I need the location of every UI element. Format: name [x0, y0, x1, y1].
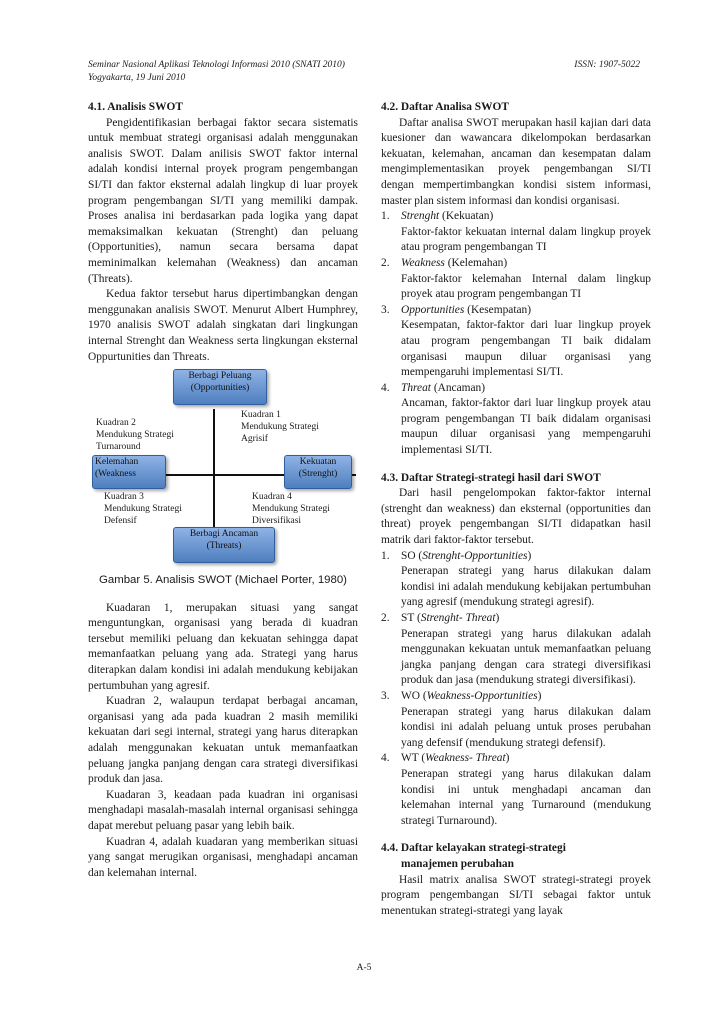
section-heading-4-1: 4.1. Analisis SWOT: [88, 101, 183, 113]
list-item: 2. ST (Strenght- Threat) Penerapan strategi yang harus dilakukan adalah menggunakan kekuatan untuk memanfaatkan peluang jangka panjang dengan cara strategi diversifikasi produk dan jasa (mendukung strategi diversifikasi).: [381, 611, 651, 689]
list-text: Faktor-faktor kekuatan internal dalam lingkup proyek atau program pengembangan TI: [401, 225, 651, 254]
paragraph: Hasil matrix analisa SWOT strategi-strategi proyek program pengembangan SI/TI sebagai faktor untuk menentukan strategi-strategi yang layak: [381, 873, 651, 917]
section-heading-4-2: 4.2. Daftar Analisa SWOT: [381, 101, 509, 113]
quadrant-text: Agrisif: [241, 434, 268, 445]
list-title: (Ancaman): [430, 381, 486, 394]
strategy-list: [381, 549, 651, 830]
list-number: 4.: [381, 381, 390, 394]
strength-box: [284, 455, 352, 489]
quadrant-text: Kuadran 4: [252, 492, 292, 503]
paragraph: Pengidentifikasian berbagai faktor secara sistematis untuk membuat strategi organisasi adalah menggunakan analisis SWOT. Dalam anilisis SWOT faktor internal adalah kondisi internal proyek program pengembangan SI/TI dan faktor eksternal adalah lingkup di luar proyek program pengembangan SI/TI yang memiliki dampak. Proses analisa ini berdasarkan pada logika yang dapat memaksimalkan kekuatan (Strenght) dan peluang (Opportunities), namun secara bersama dapat meminimalkan kelemahan (Weakness) dan ancaman (Threats).: [88, 116, 358, 285]
paragraph: Kuadran 4, adalah kuadaran yang memberikan situasi yang sangat merugikan organisasi, menghadapi ancaman dan kelemahan internal.: [88, 835, 358, 879]
list-text: Kesempatan, faktor-faktor dari luar lingkup proyek atau program pengembangan TI baik didalam organisasi maupun diluar organisasi yang mempengaruhi implementasi SI/TI.: [401, 319, 651, 379]
strategy-code: WT: [401, 752, 419, 765]
strategy-name: Strenght-Opportunities: [422, 549, 528, 562]
quadrant-1-label: [241, 409, 319, 445]
conference-place-date: Yogyakarta, 19 Juni 2010: [88, 73, 186, 83]
quadrant-text: Kuadran 2: [96, 418, 136, 429]
list-item: 3. WO (Weakness-Opportunities) Penerapan strategi yang harus dilakukan dalam kondisi ini adalah peluang untuk proses perubahan yang defensif (mendukung strategi defensif).: [381, 689, 651, 751]
quadrant-text: Turnaround: [96, 442, 141, 453]
quadrant-text: Mendukung Strategi: [96, 430, 174, 441]
list-text: Ancaman, faktor-faktor dari luar lingkup proyek atau program pengembangan TI baik didalam organisasi maupun diluar organisasi yang mempengaruhi implementasi SI/TI.: [401, 397, 651, 457]
box-label: (Threats): [206, 541, 242, 552]
list-text: Faktor-faktor kelemahan Internal dalam lingkup proyek atau program pengembangan TI: [401, 272, 651, 301]
strategy-name: Weakness-Opportunities: [426, 689, 538, 702]
conference-title: Seminar Nasional Aplikasi Teknologi Informasi 2010 (SNATI 2010): [88, 60, 345, 70]
quadrant-4-label: [252, 491, 330, 527]
paragraph: Dari hasil pengelompokan faktor-faktor internal (strenght dan weakness) dan eksternal (opportunities dan threat) proyek pengembangan SI/TI didapatkan hasil matrik dari faktor-faktor tersebut.: [381, 487, 651, 547]
quadrant-text: Kuadran 3: [104, 492, 144, 503]
list-title: Strenght: [401, 210, 440, 223]
box-label: (Opportunities): [190, 383, 250, 394]
paragraph: Daftar analisa SWOT merupakan hasil kajian dari data kuesioner dan wawancara dikelompokan berdasarkan kekuatan, kelemahan, ancaman dan kesempatan dalam mengimplementasikan proyek pengembangan SI/TI dengan mempertimbangkan kondisi sistem informasi, master plan sistem informasi dan kondisi organisasi.: [381, 116, 651, 207]
list-number: 3.: [381, 689, 390, 702]
section-heading-4-3: 4.3. Daftar Strategi-strategi hasil dari SWOT: [381, 471, 601, 484]
quadrant-text: Mendukung Strategi: [241, 422, 319, 433]
list-title: (Kekuatan): [439, 210, 494, 223]
left-column: [88, 100, 358, 881]
quadrant-text: Mendukung Strategi: [104, 504, 182, 515]
heading-line: 4.4. Daftar kelayakan strategi-strategi: [381, 842, 566, 855]
list-text: Penerapan strategi yang harus dilakukan dalam kondisi ini untuk menghadapi ancaman dan kelemahan internal yang Turnaround (mendukung strategi Turnaround).: [401, 767, 651, 827]
list-number: 1.: [381, 210, 390, 223]
box-label: Berbagi Ancaman: [189, 529, 259, 540]
paragraph: Kedua faktor tersebut harus dipertimbangkan dengan menggunakan analisis SWOT. Menurut Albert Humphrey, 1970 analisis SWOT adalah singkatan dari lingkungan internal Strenght dan Weakness serta lingkungan eksternal Oppurtunities dan Threats.: [88, 288, 358, 363]
list-item: [381, 256, 651, 303]
paragraph: Kuadaran 3, keadaan pada kuadran ini organisasi menghadapi masalah-masalah internal organisasi sehingga dapat merebut peluang pasar yang lebih baik.: [88, 788, 358, 832]
quadrant-text: Defensif: [104, 516, 137, 527]
strategy-name: Strenght- Threat: [420, 612, 496, 624]
quadrant-3-label: [104, 491, 182, 527]
strategy-name: Weakness- Threat: [425, 752, 506, 765]
list-item: [381, 381, 651, 459]
issn-label: ISSN: 1907-5022: [574, 60, 640, 70]
list-number: 2.: [381, 256, 390, 269]
strategy-code: ST: [401, 612, 415, 624]
running-header-left: [88, 59, 345, 85]
list-number: 3.: [381, 303, 390, 316]
threats-box: [173, 527, 275, 563]
list-text: Penerapan strategi yang harus dilakukan adalah menggunakan kekuatan untuk memanfaatkan peluang jangka panjang dengan cara strategi diversifikasi produk dan jasa (mendukung strategi diversifikasi).: [401, 627, 651, 687]
paragraph: Kuadaran 1, merupakan situasi yang sangat menguntungkan, organisasi yang berada di kuadran tersebut memiliki peluang dan kekuatan sehingga dapat memanfaatkan peluang yang ada. Strategi yang harus diterapkan dalam kondisi ini adalah mendukung kebijakan pertumbuhan yang agresif.: [88, 601, 358, 692]
quadrant-text: Mendukung Strategi: [252, 504, 330, 515]
list-text: Penerapan strategi yang harus dilakukan dalam kondisi ini adalah peluang untuk proses perubahan yang defensif (mendukung strategi defensif).: [401, 705, 651, 749]
list-number: 2.: [381, 612, 390, 624]
weakness-box: [92, 455, 166, 489]
paragraph: Kuadran 2, walaupun terdapat berbagai ancaman, organisasi yang ada pada kuadran 2 masih memiliki kekuatan dari segi internal, strategi yang harus diterapkan adalah menggunakan kekuatan untuk memanfaatkan peluang jangka panjang dengan cara strategi diversifikasi produk dan jasa.: [88, 695, 358, 786]
list-number: 1.: [381, 549, 390, 562]
box-label: Kelemahan: [95, 457, 139, 468]
list-item: 4. WT (Weakness- Threat) Penerapan strategi yang harus dilakukan dalam kondisi ini untuk menghadapi ancaman dan kelemahan internal yang Turnaround (mendukung strategi Turnaround).: [381, 751, 651, 829]
box-label: Kekuatan: [299, 457, 337, 468]
quadrant-2-label: [96, 417, 174, 453]
list-item: [381, 209, 651, 256]
heading-line: manajemen perubahan: [401, 857, 514, 870]
list-item: 1. SO (Strenght-Opportunities) Penerapan strategi yang harus dilakukan dalam kondisi ini adalah mendukung kebijakan pertumbuhan yang agresif (mendukung strategi agresif).: [381, 549, 651, 611]
section-heading-4-4: [381, 841, 651, 872]
quadrant-text: Kuadran 1: [241, 410, 281, 421]
list-title: (Kesempatan): [464, 303, 532, 316]
box-label: (Strenght): [298, 469, 338, 480]
right-column: [381, 100, 651, 919]
box-label: Berbagi Peluang: [188, 371, 252, 382]
quadrant-text: Diversifikasi: [252, 516, 302, 527]
list-item: [381, 303, 651, 381]
opportunities-box: [173, 369, 267, 405]
box-label: (Weakness: [95, 469, 136, 480]
list-title: Opportunities: [401, 303, 465, 316]
list-title: Threat: [401, 381, 431, 394]
swot-factor-list: [381, 209, 651, 459]
list-title: (Kelemahan): [444, 256, 508, 269]
list-title: Weakness: [401, 256, 445, 269]
strategy-code: WO: [401, 689, 420, 702]
list-text: Penerapan strategi yang harus dilakukan dalam kondisi ini adalah mendukung kebijakan pertumbuhan yang agresif (mendukung strategi agresif).: [401, 565, 651, 609]
swot-diagram: [88, 367, 358, 567]
strategy-code: SO: [401, 549, 416, 562]
figure-caption: Gambar 5. Analisis SWOT (Michael Porter, 1980): [99, 574, 347, 587]
list-number: 4.: [381, 752, 390, 765]
page-number: A-5: [356, 963, 372, 973]
